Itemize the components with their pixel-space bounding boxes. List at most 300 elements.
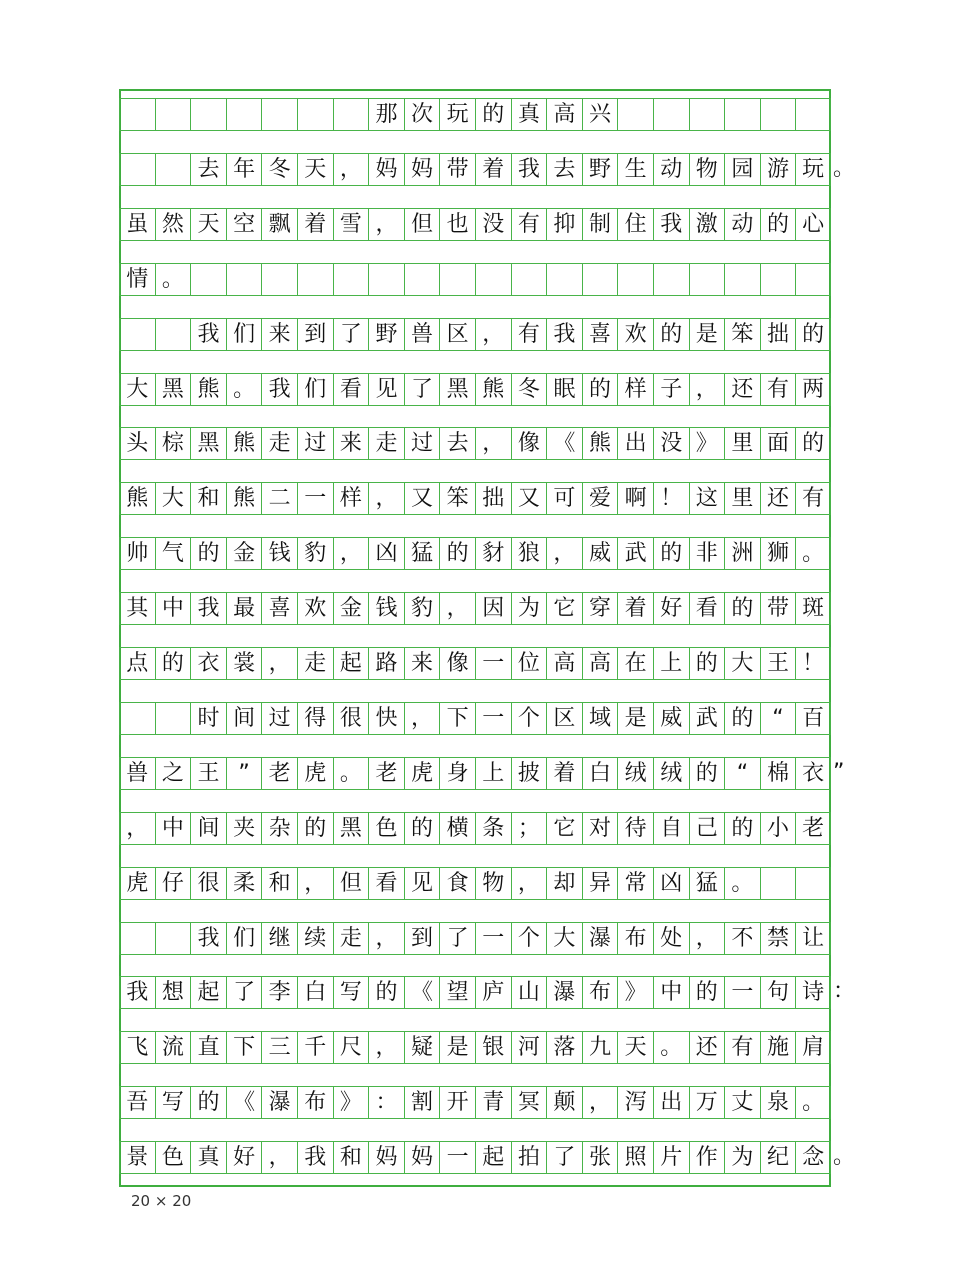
grid-cell: 。 bbox=[795, 1086, 831, 1119]
grid-cell: 到 bbox=[297, 318, 333, 351]
grid-cell: 诗 bbox=[795, 976, 831, 1009]
grid-cell bbox=[760, 263, 796, 296]
grid-cell: 物 bbox=[475, 867, 511, 900]
grid-cell: 住 bbox=[617, 208, 653, 241]
grid-cell: ， bbox=[261, 647, 297, 680]
grid-cell: 还 bbox=[760, 482, 796, 515]
grid-cell: 布 bbox=[297, 1086, 333, 1119]
grid-cell bbox=[119, 318, 155, 351]
grid-cell: 丈 bbox=[724, 1086, 760, 1119]
grid-cell: 白 bbox=[297, 976, 333, 1009]
grid-cell: 次 bbox=[404, 98, 440, 131]
grid-cell bbox=[724, 98, 760, 131]
grid-cell: 兴 bbox=[582, 98, 618, 131]
grid-cell: 里 bbox=[724, 482, 760, 515]
grid-cell: 过 bbox=[261, 702, 297, 735]
grid-cell bbox=[653, 98, 689, 131]
grid-cell: 真 bbox=[190, 1141, 226, 1174]
grid-cell: 绒 bbox=[653, 757, 689, 790]
grid-cell: 高 bbox=[546, 647, 582, 680]
grid-cell: 的 bbox=[297, 812, 333, 845]
grid-cell: 像 bbox=[511, 427, 547, 460]
grid-cell: 看 bbox=[333, 373, 369, 406]
grid-cell: 棕 bbox=[155, 427, 191, 460]
grid-cell: 张 bbox=[582, 1141, 618, 1174]
grid-cell: 。 bbox=[653, 1031, 689, 1064]
grid-cell: 柔 bbox=[226, 867, 262, 900]
grid-cell: 为 bbox=[511, 592, 547, 625]
grid-cell: 身 bbox=[439, 757, 475, 790]
grid-cell: 走 bbox=[297, 647, 333, 680]
grid-cell: 年 bbox=[226, 153, 262, 186]
grid-cell: 二 bbox=[261, 482, 297, 515]
grid-cell: 的 bbox=[475, 98, 511, 131]
grid-cell: ， bbox=[582, 1086, 618, 1119]
grid-cell: 《 bbox=[546, 427, 582, 460]
grid-cell: ， bbox=[511, 867, 547, 900]
grid-cell: ； bbox=[511, 812, 547, 845]
grid-cell: 威 bbox=[653, 702, 689, 735]
grid-cell: 杂 bbox=[261, 812, 297, 845]
grid-cell bbox=[155, 702, 191, 735]
grid-cell: 生 bbox=[617, 153, 653, 186]
grid-row bbox=[119, 867, 831, 900]
grid-row bbox=[119, 1141, 831, 1174]
grid-cell: 很 bbox=[333, 702, 369, 735]
grid-cell: 头 bbox=[119, 427, 155, 460]
grid-cell: 然 bbox=[155, 208, 191, 241]
grid-cell: 的 bbox=[689, 976, 725, 1009]
grid-cell: 的 bbox=[653, 318, 689, 351]
grid-cell: 这 bbox=[689, 482, 725, 515]
grid-cell: 没 bbox=[653, 427, 689, 460]
grid-row bbox=[119, 263, 831, 296]
grid-cell: 直 bbox=[190, 1031, 226, 1064]
grid-cell: 千 bbox=[297, 1031, 333, 1064]
grid-cell: 《 bbox=[404, 976, 440, 1009]
grid-cell: 望 bbox=[439, 976, 475, 1009]
grid-cell: 洲 bbox=[724, 537, 760, 570]
grid-cell: 起 bbox=[190, 976, 226, 1009]
grid-cell: 在 bbox=[617, 647, 653, 680]
grid-cell: ， bbox=[333, 153, 369, 186]
grid-cell: 》 bbox=[333, 1086, 369, 1119]
grid-cell: 路 bbox=[368, 647, 404, 680]
grid-cell: 域 bbox=[582, 702, 618, 735]
grid-cell: 着 bbox=[475, 153, 511, 186]
grid-cell: 心 bbox=[795, 208, 831, 241]
grid-cell bbox=[546, 263, 582, 296]
grid-cell: 中 bbox=[653, 976, 689, 1009]
grid-cell: 》 bbox=[689, 427, 725, 460]
grid-cell bbox=[261, 98, 297, 131]
grid-cell: 横 bbox=[439, 812, 475, 845]
grid-cell: 猛 bbox=[404, 537, 440, 570]
grid-cell: 见 bbox=[368, 373, 404, 406]
grid-cell: 我 bbox=[190, 922, 226, 955]
grid-cell: 的 bbox=[582, 373, 618, 406]
grid-cell: 的 bbox=[368, 976, 404, 1009]
grid-cell: 裳 bbox=[226, 647, 262, 680]
grid-cell: 。 bbox=[226, 373, 262, 406]
grid-cell: 它 bbox=[546, 812, 582, 845]
grid-cell: 来 bbox=[261, 318, 297, 351]
grid-cell: 。 bbox=[333, 757, 369, 790]
grid-cell: 开 bbox=[439, 1086, 475, 1119]
grid-cell bbox=[155, 318, 191, 351]
grid-cell: 的 bbox=[190, 537, 226, 570]
grid-cell: 颠 bbox=[546, 1086, 582, 1119]
grid-cell: 得 bbox=[297, 702, 333, 735]
grid-cell: 区 bbox=[546, 702, 582, 735]
grid-cell: 眠 bbox=[546, 373, 582, 406]
grid-cell: 带 bbox=[439, 153, 475, 186]
grid-size-label: 20 × 20 bbox=[131, 1192, 192, 1210]
grid-cell bbox=[724, 263, 760, 296]
grid-row bbox=[119, 153, 831, 186]
grid-cell: 老 bbox=[261, 757, 297, 790]
grid-cell: 着 bbox=[617, 592, 653, 625]
grid-cell: 去 bbox=[439, 427, 475, 460]
grid-cell: 银 bbox=[475, 1031, 511, 1064]
grid-cell: 我 bbox=[119, 976, 155, 1009]
grid-cell: 老 bbox=[368, 757, 404, 790]
grid-cell: 猛 bbox=[689, 867, 725, 900]
grid-cell: 来 bbox=[404, 647, 440, 680]
grid-cell: 我 bbox=[511, 153, 547, 186]
grid-cell: 己 bbox=[689, 812, 725, 845]
grid-cell: 《 bbox=[226, 1086, 262, 1119]
grid-cell: 区 bbox=[439, 318, 475, 351]
grid-cell: 一 bbox=[475, 702, 511, 735]
grid-cell: 拙 bbox=[475, 482, 511, 515]
grid-cell: 们 bbox=[297, 373, 333, 406]
grid-cell: 飞 bbox=[119, 1031, 155, 1064]
grid-cell bbox=[795, 263, 831, 296]
grid-cell: 大 bbox=[546, 922, 582, 955]
grid-cell: ！ bbox=[795, 647, 831, 680]
grid-cell: 快 bbox=[368, 702, 404, 735]
grid-cell: 衣 bbox=[190, 647, 226, 680]
grid-cell: 写 bbox=[333, 976, 369, 1009]
grid-cell: 纪 bbox=[760, 1141, 796, 1174]
grid-cell: 非 bbox=[689, 537, 725, 570]
grid-cell: 有 bbox=[511, 208, 547, 241]
grid-cell: 夹 bbox=[226, 812, 262, 845]
grid-cell: ： bbox=[368, 1086, 404, 1119]
grid-cell: 威 bbox=[582, 537, 618, 570]
grid-cell: 我 bbox=[653, 208, 689, 241]
grid-cell bbox=[297, 263, 333, 296]
grid-cell: 兽 bbox=[119, 757, 155, 790]
grid-cell: 也 bbox=[439, 208, 475, 241]
grid-cell: 很 bbox=[190, 867, 226, 900]
grid-cell bbox=[261, 263, 297, 296]
grid-cell: 割 bbox=[404, 1086, 440, 1119]
grid-cell: 和 bbox=[190, 482, 226, 515]
grid-cell: 野 bbox=[582, 153, 618, 186]
grid-cell: 到 bbox=[404, 922, 440, 955]
grid-cell bbox=[617, 263, 653, 296]
grid-cell: 王 bbox=[760, 647, 796, 680]
margin-punctuation: ” bbox=[833, 759, 845, 785]
grid-cell: 了 bbox=[439, 922, 475, 955]
grid-cell: 来 bbox=[333, 427, 369, 460]
grid-cell: 李 bbox=[261, 976, 297, 1009]
grid-cell: 但 bbox=[333, 867, 369, 900]
grid-cell: 大 bbox=[119, 373, 155, 406]
grid-cell: 是 bbox=[439, 1031, 475, 1064]
grid-row bbox=[119, 1031, 831, 1064]
grid-cell: 去 bbox=[546, 153, 582, 186]
grid-cell: 黑 bbox=[155, 373, 191, 406]
grid-cell: 制 bbox=[582, 208, 618, 241]
grid-cell: 还 bbox=[724, 373, 760, 406]
grid-cell: 吾 bbox=[119, 1086, 155, 1119]
grid-cell: 走 bbox=[368, 427, 404, 460]
grid-cell: 肩 bbox=[795, 1031, 831, 1064]
grid-row bbox=[119, 98, 831, 131]
grid-cell: 流 bbox=[155, 1031, 191, 1064]
grid-cell: ， bbox=[368, 922, 404, 955]
grid-cell bbox=[226, 98, 262, 131]
grid-cell: 玩 bbox=[439, 98, 475, 131]
grid-cell: 好 bbox=[653, 592, 689, 625]
grid-cell: “ bbox=[760, 702, 796, 735]
grid-cell: 瀑 bbox=[261, 1086, 297, 1119]
grid-row bbox=[119, 702, 831, 735]
grid-cell: 中 bbox=[155, 812, 191, 845]
grid-cell: 山 bbox=[511, 976, 547, 1009]
grid-cell: ， bbox=[689, 922, 725, 955]
grid-cell bbox=[582, 263, 618, 296]
grid-cell: 了 bbox=[404, 373, 440, 406]
grid-cell: 真 bbox=[511, 98, 547, 131]
grid-cell: 了 bbox=[226, 976, 262, 1009]
grid-cell bbox=[368, 263, 404, 296]
grid-cell: 里 bbox=[724, 427, 760, 460]
grid-cell bbox=[333, 263, 369, 296]
grid-cell: 披 bbox=[511, 757, 547, 790]
grid-cell: ， bbox=[368, 208, 404, 241]
grid-cell: 的 bbox=[689, 757, 725, 790]
grid-cell: 异 bbox=[582, 867, 618, 900]
grid-cell: 飘 bbox=[261, 208, 297, 241]
grid-cell: 有 bbox=[511, 318, 547, 351]
grid-cell: 处 bbox=[653, 922, 689, 955]
grid-cell: 条 bbox=[475, 812, 511, 845]
grid-cell bbox=[760, 98, 796, 131]
grid-cell: 布 bbox=[617, 922, 653, 955]
grid-cell: 一 bbox=[297, 482, 333, 515]
grid-cell: 却 bbox=[546, 867, 582, 900]
grid-cell: 园 bbox=[724, 153, 760, 186]
grid-cell: 凶 bbox=[653, 867, 689, 900]
grid-cell: 金 bbox=[333, 592, 369, 625]
grid-cell: 天 bbox=[297, 153, 333, 186]
grid-cell: 妈 bbox=[368, 1141, 404, 1174]
grid-cell: 走 bbox=[261, 427, 297, 460]
grid-cell: 妈 bbox=[404, 153, 440, 186]
grid-cell: 子 bbox=[653, 373, 689, 406]
grid-cell: 的 bbox=[724, 812, 760, 845]
grid-cell bbox=[119, 98, 155, 131]
grid-cell bbox=[119, 702, 155, 735]
grid-cell bbox=[226, 263, 262, 296]
grid-cell: 时 bbox=[190, 702, 226, 735]
grid-cell: 小 bbox=[760, 812, 796, 845]
grid-cell: 熊 bbox=[190, 373, 226, 406]
grid-cell: 我 bbox=[297, 1141, 333, 1174]
grid-cell bbox=[689, 263, 725, 296]
grid-cell: 笨 bbox=[439, 482, 475, 515]
grid-cell: 照 bbox=[617, 1141, 653, 1174]
grid-cell: 片 bbox=[653, 1141, 689, 1174]
grid-cell: 。 bbox=[155, 263, 191, 296]
grid-cell: 食 bbox=[439, 867, 475, 900]
grid-cell: 黑 bbox=[333, 812, 369, 845]
grid-cell: 百 bbox=[795, 702, 831, 735]
manuscript-paper bbox=[119, 89, 831, 1187]
grid-cell bbox=[297, 98, 333, 131]
grid-cell: 啊 bbox=[617, 482, 653, 515]
grid-cell: 泻 bbox=[617, 1086, 653, 1119]
grid-cell: 续 bbox=[297, 922, 333, 955]
grid-cell: ， bbox=[297, 867, 333, 900]
grid-cell: ， bbox=[368, 1031, 404, 1064]
grid-cell: 金 bbox=[226, 537, 262, 570]
grid-cell bbox=[155, 922, 191, 955]
grid-cell: 冥 bbox=[511, 1086, 547, 1119]
grid-cell: 没 bbox=[475, 208, 511, 241]
grid-cell: 带 bbox=[760, 592, 796, 625]
grid-cell: 有 bbox=[760, 373, 796, 406]
grid-cell: ， bbox=[546, 537, 582, 570]
grid-cell: 动 bbox=[724, 208, 760, 241]
grid-cell bbox=[333, 98, 369, 131]
grid-cell bbox=[439, 263, 475, 296]
grid-cell: 了 bbox=[333, 318, 369, 351]
grid-cell: 喜 bbox=[582, 318, 618, 351]
grid-cell: 欢 bbox=[617, 318, 653, 351]
grid-cell: 斑 bbox=[795, 592, 831, 625]
grid-cell bbox=[155, 98, 191, 131]
grid-cell: 面 bbox=[760, 427, 796, 460]
grid-cell: 的 bbox=[653, 537, 689, 570]
grid-cell: 它 bbox=[546, 592, 582, 625]
grid-cell: 是 bbox=[689, 318, 725, 351]
grid-row bbox=[119, 647, 831, 680]
grid-cell: 抑 bbox=[546, 208, 582, 241]
grid-cell: 凶 bbox=[368, 537, 404, 570]
grid-row bbox=[119, 922, 831, 955]
grid-cell: 间 bbox=[190, 812, 226, 845]
grid-cell: 。 bbox=[724, 867, 760, 900]
grid-cell: 武 bbox=[617, 537, 653, 570]
grid-cell: 之 bbox=[155, 757, 191, 790]
grid-cell: 九 bbox=[582, 1031, 618, 1064]
grid-cell: 三 bbox=[261, 1031, 297, 1064]
grid-cell: 个 bbox=[511, 702, 547, 735]
grid-row bbox=[119, 427, 831, 460]
grid-cell: 我 bbox=[190, 592, 226, 625]
grid-cell: 兽 bbox=[404, 318, 440, 351]
grid-cell: 着 bbox=[546, 757, 582, 790]
grid-cell: 看 bbox=[689, 592, 725, 625]
grid-cell: 出 bbox=[653, 1086, 689, 1119]
grid-cell: 喜 bbox=[261, 592, 297, 625]
grid-cell: 瀑 bbox=[582, 922, 618, 955]
grid-cell: 一 bbox=[475, 647, 511, 680]
grid-cell: 色 bbox=[368, 812, 404, 845]
grid-cell: 拍 bbox=[511, 1141, 547, 1174]
grid-cell: 大 bbox=[155, 482, 191, 515]
grid-cell: 看 bbox=[368, 867, 404, 900]
grid-cell: 妈 bbox=[368, 153, 404, 186]
grid-cell: 是 bbox=[617, 702, 653, 735]
margin-punctuation: ： bbox=[833, 979, 856, 1005]
grid-cell: 走 bbox=[333, 922, 369, 955]
grid-cell: 。 bbox=[795, 537, 831, 570]
grid-row bbox=[119, 812, 831, 845]
grid-cell: 万 bbox=[689, 1086, 725, 1119]
grid-cell: 禁 bbox=[760, 922, 796, 955]
grid-row bbox=[119, 373, 831, 406]
grid-cell: 下 bbox=[439, 702, 475, 735]
grid-cell: 仔 bbox=[155, 867, 191, 900]
margin-punctuation: 。 bbox=[833, 155, 856, 181]
grid-cell: 下 bbox=[226, 1031, 262, 1064]
grid-cell bbox=[404, 263, 440, 296]
grid-cell: 的 bbox=[155, 647, 191, 680]
grid-cell: 雪 bbox=[333, 208, 369, 241]
grid-cell: ， bbox=[333, 537, 369, 570]
grid-cell: 豺 bbox=[475, 537, 511, 570]
grid-cell: 和 bbox=[333, 1141, 369, 1174]
grid-row bbox=[119, 757, 831, 790]
grid-cell: 位 bbox=[511, 647, 547, 680]
grid-cell: 绒 bbox=[617, 757, 653, 790]
grid-cell: 间 bbox=[226, 702, 262, 735]
grid-cell: ， bbox=[119, 812, 155, 845]
grid-cell: 瀑 bbox=[546, 976, 582, 1009]
grid-cell: 冬 bbox=[511, 373, 547, 406]
grid-cell: 拙 bbox=[760, 318, 796, 351]
grid-cell: 让 bbox=[795, 922, 831, 955]
grid-cell: 熊 bbox=[582, 427, 618, 460]
grid-cell: 熊 bbox=[119, 482, 155, 515]
grid-cell: 个 bbox=[511, 922, 547, 955]
grid-cell: 黑 bbox=[190, 427, 226, 460]
grid-row bbox=[119, 537, 831, 570]
grid-cell: 高 bbox=[546, 98, 582, 131]
grid-cell: 们 bbox=[226, 318, 262, 351]
grid-cell: 像 bbox=[439, 647, 475, 680]
grid-cell: 的 bbox=[439, 537, 475, 570]
grid-cell: 庐 bbox=[475, 976, 511, 1009]
grid-cell: 笨 bbox=[724, 318, 760, 351]
grid-cell bbox=[155, 153, 191, 186]
grid-cell bbox=[689, 98, 725, 131]
grid-cell: 想 bbox=[155, 976, 191, 1009]
grid-row bbox=[119, 592, 831, 625]
grid-cell: 可 bbox=[546, 482, 582, 515]
grid-cell: 游 bbox=[760, 153, 796, 186]
grid-cell: 的 bbox=[190, 1086, 226, 1119]
grid-cell: 不 bbox=[724, 922, 760, 955]
grid-cell: 衣 bbox=[795, 757, 831, 790]
grid-cell bbox=[795, 98, 831, 131]
